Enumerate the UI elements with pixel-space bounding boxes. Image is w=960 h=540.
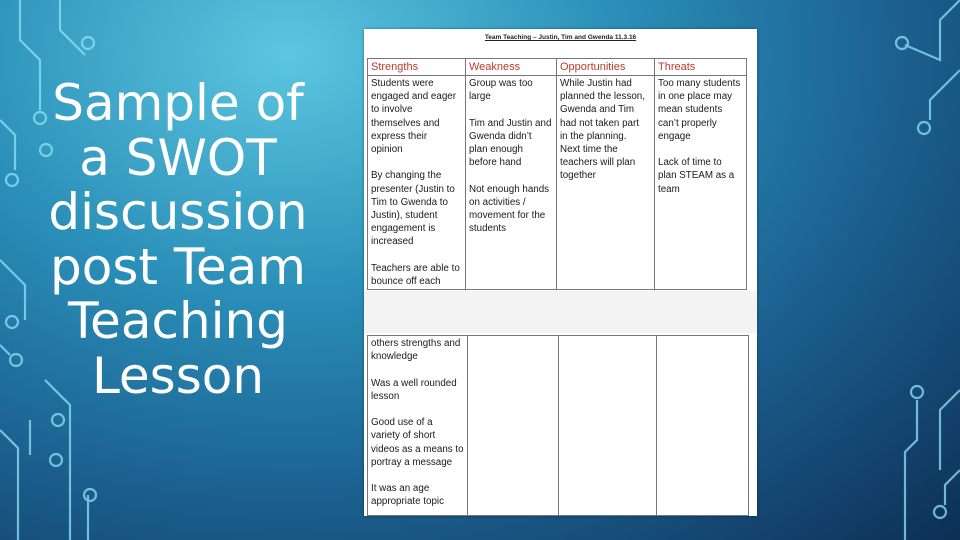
cell-text-line: Group was too <box>469 78 533 89</box>
cell-text-line: engagement is <box>371 223 436 235</box>
cell-text-line: videos as a means to <box>371 443 464 455</box>
opportunities-cell <box>557 76 655 290</box>
cell-text-line: engage <box>658 130 691 142</box>
cell-text-line: increased <box>371 236 414 248</box>
blank-line <box>371 469 464 482</box>
blank-line <box>371 249 462 262</box>
blank-line <box>658 143 743 156</box>
document-title: Team Teaching – Justin, Tim and Gwenda 11.3.16 <box>484 34 637 41</box>
cell-text-line: mean students <box>658 104 723 116</box>
cell-text-line: By changing the <box>371 170 442 182</box>
cell-text-line: in one place may <box>658 91 733 103</box>
cell-text-line: had not taken part <box>560 117 639 129</box>
slide-title-line: discussion <box>48 183 308 241</box>
slide-title-line: Teaching <box>68 292 288 350</box>
threats-cell <box>655 76 747 290</box>
slide-title-line: Sample of <box>52 74 304 132</box>
swot-table-continued <box>367 335 749 516</box>
swot-document-image <box>364 29 757 516</box>
blank-line <box>371 156 462 169</box>
cell-text-line: together <box>560 170 596 182</box>
cell-text-line: express their <box>371 130 428 142</box>
opportunities-cell-continued <box>558 336 656 516</box>
cell-text-line: Tim to Gwenda to <box>371 196 448 208</box>
blank-line <box>469 103 553 116</box>
cell-text-line: It was an age <box>371 483 430 495</box>
strengths-cell-continued <box>368 336 468 516</box>
swot-header-row <box>368 59 747 76</box>
cell-text-line: others strengths and <box>371 338 461 349</box>
cell-text-line: plan enough <box>469 144 523 155</box>
swot-content-row-continued <box>368 336 749 516</box>
slide-title-line: post Team <box>49 237 307 296</box>
cell-text-line: themselves and <box>371 117 440 129</box>
cell-text-line: Not enough hands <box>469 183 550 195</box>
weakness-cell <box>466 76 557 290</box>
cell-text-line: portray a message <box>371 456 453 468</box>
cell-text-line: bounce off each <box>371 276 441 288</box>
blank-line <box>371 363 464 376</box>
cell-text-line: Teachers are able to <box>371 262 460 274</box>
cell-text-line: on activities / <box>469 196 526 208</box>
cell-text-line: Next time the <box>560 144 618 156</box>
cell-text-line: Lack of time to <box>658 157 722 169</box>
cell-text-line: Gwenda and Tim <box>560 104 635 116</box>
header-opportunities: Opportunities <box>557 59 655 76</box>
threats-cell-continued <box>656 336 748 516</box>
cell-text-line: students <box>469 223 507 235</box>
cell-text-line: opinion <box>371 144 403 156</box>
cell-text-line: Tim and Justin and <box>469 117 552 129</box>
cell-text-line: in the planning. <box>560 130 627 142</box>
header-strengths: Strengths <box>368 59 466 76</box>
cell-text-line: Students were <box>371 78 434 89</box>
cell-text-line: to involve <box>371 104 413 116</box>
cell-text-line: knowledge <box>371 351 418 363</box>
cell-text-line: variety of short <box>371 430 436 442</box>
header-weakness: Weakness <box>466 59 557 76</box>
cell-text-line: before hand <box>469 157 522 169</box>
cell-text-line: lesson <box>371 390 400 402</box>
cell-text-line: presenter (Justin to <box>371 183 455 195</box>
strengths-cell <box>368 76 466 290</box>
cell-text-line: planned the lesson, <box>560 91 645 103</box>
blank-line <box>469 169 553 182</box>
header-threats: Threats <box>655 59 747 76</box>
cell-text-line: While Justin had <box>560 78 632 89</box>
cell-text-line: Good use of a <box>371 417 433 429</box>
swot-table <box>367 58 747 290</box>
cell-text-line: Gwenda didn’t <box>469 130 532 142</box>
cell-text-line: plan STEAM as a <box>658 170 735 182</box>
cell-text-line: movement for the <box>469 210 546 221</box>
cell-text-line: Justin), student <box>371 210 438 222</box>
cell-text-line: Was a well rounded <box>371 377 457 389</box>
cell-text-line: Too many students <box>658 78 741 89</box>
cell-text-line: team <box>658 183 680 195</box>
cell-text-line: engaged and eager <box>371 91 456 103</box>
page-break <box>364 291 757 333</box>
cell-text-line: appropriate topic <box>371 496 444 508</box>
blank-line <box>371 403 464 416</box>
swot-content-row <box>368 76 747 290</box>
weakness-cell-continued <box>467 336 558 516</box>
slide-title <box>28 76 328 403</box>
cell-text-line: can’t properly <box>658 117 717 129</box>
cell-text-line: large <box>469 91 491 103</box>
slide-title-line: a SWOT <box>79 128 277 187</box>
cell-text-line: teachers will plan <box>560 157 636 169</box>
slide-title-line: Lesson <box>91 346 265 405</box>
